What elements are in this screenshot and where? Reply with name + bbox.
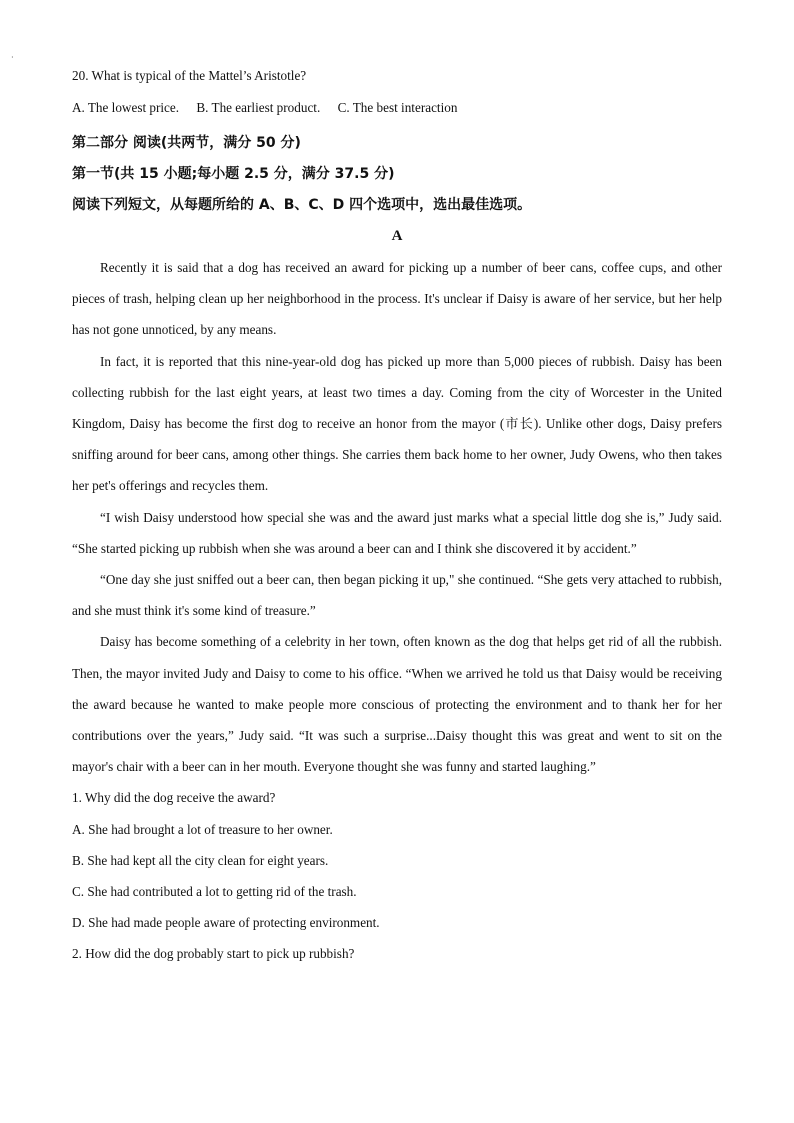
stray-mark: · — [11, 53, 14, 62]
passage-a — [72, 252, 722, 782]
q1-option-d: D. She had made people aware of protecting environment. — [72, 915, 380, 931]
question-20: 20. What is typical of the Mattel’s Aristotle? — [72, 68, 307, 83]
question-2: 2. How did the dog probably start to pick up rubbish? — [72, 946, 355, 962]
paragraph: Daisy has become something of a celebrity in her town, often known as the dog that helps get rid of all the rubbish. Then, the mayor invited Judy and Daisy to come to his office. “When we arrived he told us that Daisy would be receiving the award because he wanted to make people more conscious of protecting the environment and to thank her for her contributions over the years,” Judy said. “It was such a surprise...Daisy thought this was great and went to sit on the mayor's chair with a beer can in her mouth. Everyone thought she was funny and started laughing.” — [72, 634, 722, 775]
q20-option-c: C. The best interaction — [337, 100, 458, 115]
q1-option-c: C. She had contributed a lot to getting rid of the trash. — [72, 884, 357, 900]
paragraph: “One day she just sniffed out a beer can, then began picking it up," she continued. “She gets very attached to rubbish, and she must think it's some kind of treasure.” — [72, 572, 722, 619]
q20-option-b: B. The earliest product. — [196, 100, 321, 115]
exam-page — [72, 64, 722, 970]
q20-option-a: A. The lowest price. — [72, 100, 180, 115]
paragraph: Recently it is said that a dog has received an award for picking up a number of beer cans, coffee cups, and other pieces of trash, helping clean up her neighborhood in the process. It's unclear if Daisy is aware of her service, but her help has not gone unnoticed, by any means. — [72, 260, 722, 338]
subsection-title: 第一节(共 15 小题;每小题 2.5 分，满分 37.5 分) — [72, 166, 395, 182]
question-1: 1. Why did the dog receive the award? — [72, 790, 276, 806]
instruction: 阅读下列短文，从每题所给的 A、B、C、D 四个选项中，选出最佳选项。 — [72, 197, 532, 213]
paragraph: In fact, it is reported that this nine-year-old dog has picked up more than 5,000 pieces of rubbish. Daisy has been collecting rubbish for the last eight years, at least two times a day. Coming from the city of Worcester in the United Kingdom, Daisy has become the first dog to receive an honor from the mayor (市长). Unlike other dogs, Daisy prefers sniffing around for beer cans, among other things. She carries them back home to her owner, Judy Owens, who then takes her pet's offerings and recycles them. — [72, 353, 722, 494]
part-title: 第二部分 阅读(共两节，满分 50 分) — [72, 135, 301, 151]
paragraph: “I wish Daisy understood how special she was and the award just marks what a special little dog she is,” Judy said. “She started picking up rubbish when she was around a beer can and I think she discovered it by accident.” — [72, 509, 722, 556]
passage-label: A — [391, 228, 403, 244]
q1-option-b: B. She had kept all the city clean for eight years. — [72, 852, 329, 868]
question-20-options — [72, 88, 722, 128]
q1-option-a: A. She had brought a lot of treasure to her owner. — [72, 821, 333, 837]
